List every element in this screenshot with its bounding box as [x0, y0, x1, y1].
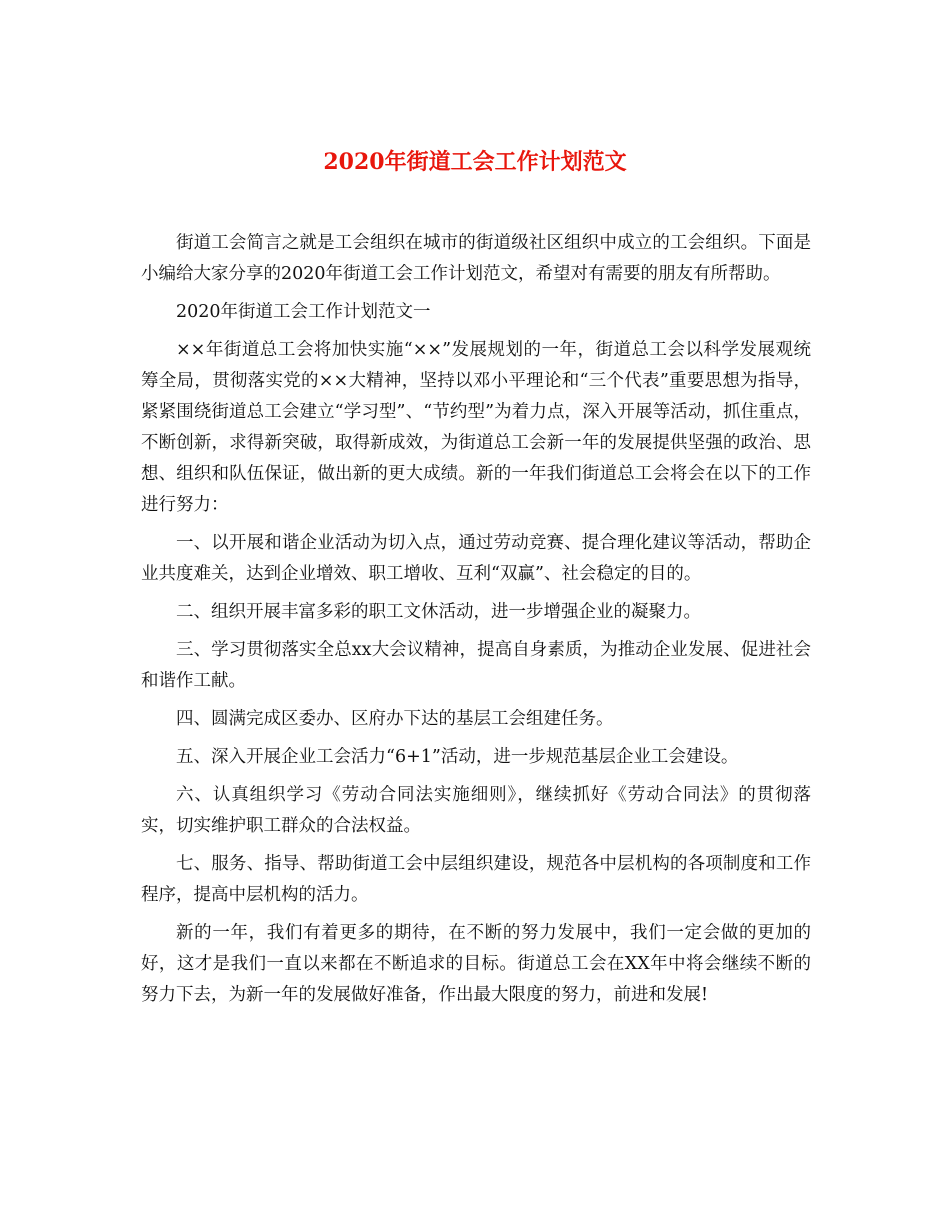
paragraph-item-3: 三、学习贯彻落实全总xx大会议精神，提高自身素质，为推动企业发展、促进社会和谐作工献。 — [141, 640, 811, 691]
paragraph-intro: 街道工会简言之就是工会组织在城市的街道级社区组织中成立的工会组织。下面是小编给大家分享的2020年街道工会工作计划范文，希望对有需要的朋友有所帮助。 — [141, 233, 811, 284]
paragraph-conclusion: 新的一年，我们有着更多的期待，在不断的努力发展中，我们一定会做的更加的好，这才是我们一直以来都在不断追求的目标。街道总工会在XX年中将会继续不断的努力下去，为新一年的发展做好准备，作出最大限度的努力，前进和发展! — [141, 923, 811, 1005]
paragraph-section-heading: 2020年街道工会工作计划范文一 — [176, 302, 431, 322]
paragraph-item-7: 七、服务、指导、帮助街道工会中层组织建设，规范各中层机构的各项制度和工作程序，提高中层机构的活力。 — [141, 854, 811, 905]
paragraph-item-5: 五、深入开展企业工会活力“6+1”活动，进一步规范基层企业工会建设。 — [176, 747, 739, 767]
document-body — [141, 228, 811, 1018]
paragraph-item-6: 六、认真组织学习《劳动合同法实施细则》，继续抓好《劳动合同法》的贯彻落实，切实维护职工群众的合法权益。 — [141, 785, 811, 836]
paragraph-overview: ××年街道总工会将加快实施“××”发展规划的一年，街道总工会以科学发展观统筹全局，贯彻落实党的××大精神，坚持以邓小平理论和“三个代表”重要思想为指导，紧紧围绕街道总工会建立“学习型”、“节约型”为着力点，深入开展等活动，抓住重点，不断创新，求得新突破，取得新成效，为街道总工会新一年的发展提供坚强的政治、思想、组织和队伍保证，做出新的更大成绩。新的一年我们街道总工会将会在以下的工作进行努力： — [141, 340, 811, 515]
paragraph-item-2: 二、组织开展丰富多彩的职工文休活动，进一步增强企业的凝聚力。 — [176, 602, 701, 622]
paragraph-item-4: 四、圆满完成区委办、区府办下达的基层工会组建任务。 — [176, 709, 614, 729]
document-title: 2020年街道工会工作计划范文 — [323, 149, 627, 175]
paragraph-item-1: 一、以开展和谐企业活动为切入点，通过劳动竞赛、提合理化建议等活动，帮助企业共度难关，达到企业增效、职工增收、互利“双赢”、社会稳定的目的。 — [141, 533, 811, 584]
